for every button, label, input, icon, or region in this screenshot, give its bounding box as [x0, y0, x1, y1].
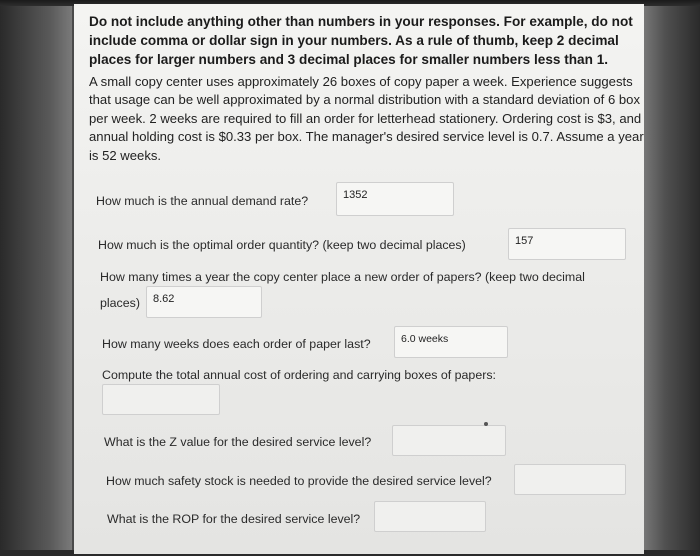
cursor-mark [484, 422, 488, 426]
answer-input-total-annual-cost[interactable] [102, 384, 220, 415]
answer-input-z-value[interactable] [392, 425, 506, 456]
answer-input-weeks-per-order[interactable]: 6.0 weeks [394, 326, 508, 358]
question-total-annual-cost: Compute the total annual cost of ordering and carrying boxes of papers: [102, 368, 496, 382]
monitor-bezel-right [642, 0, 700, 556]
question-orders-per-year-line1: How many times a year the copy center place a new order of papers? (keep two decimal [100, 270, 585, 284]
answer-input-orders-per-year[interactable]: 8.62 [146, 286, 262, 318]
question-optimal-order-quantity: How much is the optimal order quantity? (keep two decimal places) [98, 238, 466, 252]
question-weeks-per-order: How many weeks does each order of paper last? [102, 337, 371, 351]
quiz-screen [74, 4, 644, 554]
question-safety-stock: How much safety stock is needed to provide the desired service level? [106, 474, 492, 488]
question-annual-demand: How much is the annual demand rate? [96, 194, 309, 208]
problem-statement: A small copy center uses approximately 26 boxes of copy paper a week. Experience suggests that usage can be well approximated by a normal distribution with a standard deviation of 6 box per week. 2 weeks are required to fill an order for letterhead stationery. Ordering cost is $3, and annual holding cost is $0.33 per box. The manager's desired service level is 0.7. Assume a year is 52 weeks. [89, 74, 644, 163]
answer-input-safety-stock[interactable] [514, 464, 626, 495]
answer-input-optimal-order-quantity[interactable]: 157 [508, 228, 626, 260]
question-orders-per-year-line2: places) [100, 296, 140, 310]
answer-input-annual-demand[interactable]: 1352 [336, 182, 454, 216]
answer-input-rop[interactable] [374, 501, 486, 532]
question-z-value: What is the Z value for the desired service level? [104, 435, 372, 449]
monitor-bezel-left [0, 0, 72, 556]
question-rop: What is the ROP for the desired service level? [107, 512, 361, 526]
instructions-text: Do not include anything other than numbers in your responses. For example, do not include comma or dollar sign in your numbers. As a rule of thumb, keep 2 decimal places for larger numbers and 3 decimal places for smaller numbers less than 1. [89, 14, 633, 67]
